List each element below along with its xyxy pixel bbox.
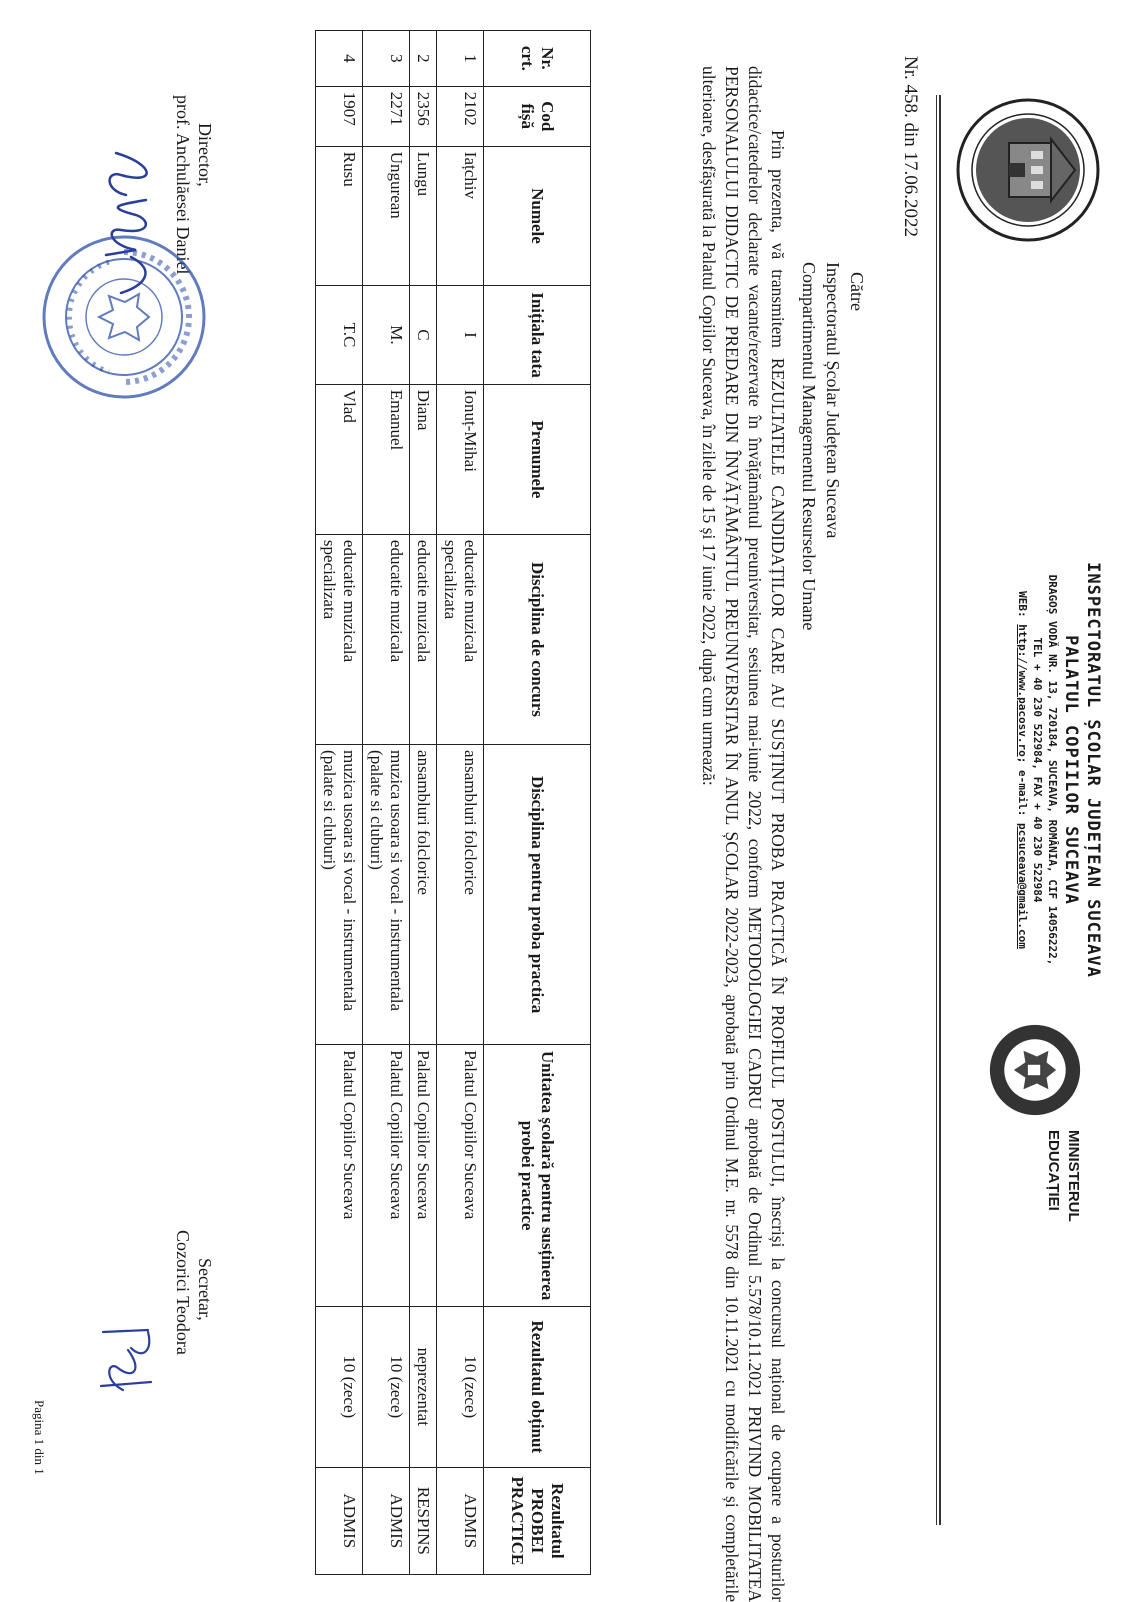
page-number: Pagina 1 din 1 <box>32 1400 47 1475</box>
cell-initiala: C <box>410 286 437 385</box>
col-rezultatul-obtinut: Rezultatul obținut <box>484 1306 591 1467</box>
email-label: ; e-mail: <box>1016 756 1029 823</box>
cell-nr: 2 <box>410 31 437 87</box>
cell-disciplina-proba: ansambluri folclorice <box>410 745 437 1045</box>
col-initiala-tata: Inițiala tata <box>484 286 591 385</box>
cell-cod: 2102 <box>437 86 484 146</box>
director-name: prof. Anchulăesei Daniel <box>173 95 193 275</box>
cell-numele: Iațchiv <box>437 146 484 285</box>
col-disciplina-proba: Disciplina pentru proba practica <box>484 745 591 1045</box>
web-label: WEB: <box>1016 591 1029 625</box>
header-address: DRAGOȘ VODĂ NR. 13, 720184, SUCEAVA, ROMÂNIA, CIF 14056222, <box>1046 574 1059 966</box>
col-disciplina-concurs: Disciplina de concurs <box>484 534 591 744</box>
ministry-line2: EDUCAȚIEI <box>1045 1130 1062 1211</box>
header-divider <box>936 95 941 1525</box>
col-rezultatul-probei: Rezultatul PROBEI PRACTICE <box>484 1467 591 1574</box>
table-row <box>363 31 410 1575</box>
cell-cod: 2356 <box>410 86 437 146</box>
cell-numele: Lungu <box>410 146 437 285</box>
cell-disciplina-proba: ansambluri folclorice <box>437 745 484 1045</box>
cell-rezultat: neprezentat <box>410 1306 437 1467</box>
col-unitatea-scolara: Unitatea școlară pentru susținerea probei practice <box>484 1045 591 1307</box>
cell-disciplina-concurs: educatie muzicala specializata <box>437 534 484 744</box>
cell-rezultat-proba: ADMIS <box>363 1467 410 1574</box>
secretar-title: Secretar, <box>195 1258 215 1321</box>
registration-number: Nr. 458. din 17.06.2022 <box>900 56 921 238</box>
cell-disciplina-concurs: educatie muzicala <box>363 534 410 744</box>
col-numele: Numele <box>484 146 591 285</box>
results-table <box>315 30 591 1575</box>
director-signature-icon <box>91 145 176 300</box>
table-row <box>316 31 363 1575</box>
cell-prenumele: Ionuț-Mihai <box>437 384 484 534</box>
cell-rezultat: 10 (zece) <box>316 1306 363 1467</box>
table-row <box>410 31 437 1575</box>
col-prenumele: Prenumele <box>484 384 591 534</box>
recipient-line2: Compartimentul Managementul Resurselor Umane <box>799 262 819 631</box>
table-row <box>437 31 484 1575</box>
secretar-signature-icon <box>93 1320 163 1410</box>
palatul-copiilor-logo-icon <box>953 95 1103 245</box>
secretar-signature-block <box>172 1230 216 1355</box>
catre-label: Către <box>847 272 867 311</box>
cell-rezultat: 10 (zece) <box>437 1306 484 1467</box>
cell-initiala: M. <box>363 286 410 385</box>
cell-nr: 3 <box>363 31 410 87</box>
cell-unitatea: Palatul Copiilor Suceava <box>437 1045 484 1307</box>
cell-cod: 2271 <box>363 86 410 146</box>
cell-unitatea: Palatul Copiilor Suceava <box>316 1045 363 1307</box>
cell-nr: 4 <box>316 31 363 87</box>
cell-unitatea: Palatul Copiilor Suceava <box>410 1045 437 1307</box>
body-paragraph <box>697 66 789 1602</box>
cell-initiala: T.C <box>316 286 363 385</box>
cell-disciplina-proba: muzica usoara si vocal - instrumentala (palate si cluburi) <box>363 745 410 1045</box>
cell-rezultat-proba: ADMIS <box>316 1467 363 1574</box>
website-link[interactable]: http://www.pacosv.ro <box>1016 624 1029 757</box>
ministry-line1: MINISTERUL <box>1065 1130 1082 1222</box>
col-cod-fisa: Cod fișă <box>484 86 591 146</box>
government-seal-icon <box>987 1022 1083 1118</box>
header-inspectorate: INSPECTORATUL ȘCOLAR JUDEȚEAN SUCEAVA <box>1083 562 1103 978</box>
director-title: Director, <box>195 123 215 187</box>
cell-prenumele: Emanuel <box>363 384 410 534</box>
ministry-label <box>1043 1130 1083 1222</box>
cell-rezultat: 10 (zece) <box>363 1306 410 1467</box>
cell-disciplina-concurs: educatie muzicala <box>410 534 437 744</box>
cell-disciplina-proba: muzica usoara si vocal - instrumentala (palate si cluburi) <box>316 745 363 1045</box>
col-nr-crt: Nr. crt. <box>484 31 591 87</box>
cell-rezultat-proba: ADMIS <box>437 1467 484 1574</box>
body-text: Prin prezenta, vă transmitem REZULTATELE CANDIDAȚILOR CARE AU SUSȚINUT PROBA PRACTICĂ ÎN PROFILUL POSTULUI, înscriși la concursul național de ocupare a posturilor didactice/catedrelor declarate vacante/rezervate în învățământul preuniversitar, sesiunea mai-iunie 2022, conform METODOLOGIEI CADRU aprobată de Ordinul 5.578/10.11.2021 PRIVIND MOBILITATEA PERSONALULUI DIDACTIC DE PREDARE DIN ÎNVĂȚĂMÂNTUL PREUNIVERSITAR ÎN ANUL ȘCOLAR 2022-2023, aprobată prin Ordinul M.E. nr. 5578 din 10.11.2021 cu modificările și completările ulterioare, desfășurată la Palatul Copiilor Suceava, în zilele de 15 și 17 iunie 2022, după cum urmează: <box>699 66 788 1602</box>
cell-rezultat-proba: RESPINS <box>410 1467 437 1574</box>
cell-cod: 1907 <box>316 86 363 146</box>
cell-nr: 1 <box>437 31 484 87</box>
cell-initiala: I <box>437 286 484 385</box>
cell-numele: Ungurean <box>363 146 410 285</box>
table-header-row <box>484 31 591 1575</box>
recipient-line1: Inspectoratul Școlar Județean Suceava <box>823 262 843 539</box>
cell-unitatea: Palatul Copiilor Suceava <box>363 1045 410 1307</box>
header-institution: PALATUL COPIILOR SUCEAVA <box>1061 635 1081 905</box>
cell-prenumele: Vlad <box>316 384 363 534</box>
secretar-name: Cozorici Teodora <box>173 1230 193 1355</box>
email-link[interactable]: pcsuceava@gmail.com <box>1016 822 1029 949</box>
cell-prenumele: Diana <box>410 384 437 534</box>
cell-numele: Rusu <box>316 146 363 285</box>
recipient-block <box>797 262 869 630</box>
header-phone-fax: TEL + 40 230 522984, FAX + 40 230 522984 <box>1031 637 1044 903</box>
cell-disciplina-concurs: educatie muzicala specializata <box>316 534 363 744</box>
